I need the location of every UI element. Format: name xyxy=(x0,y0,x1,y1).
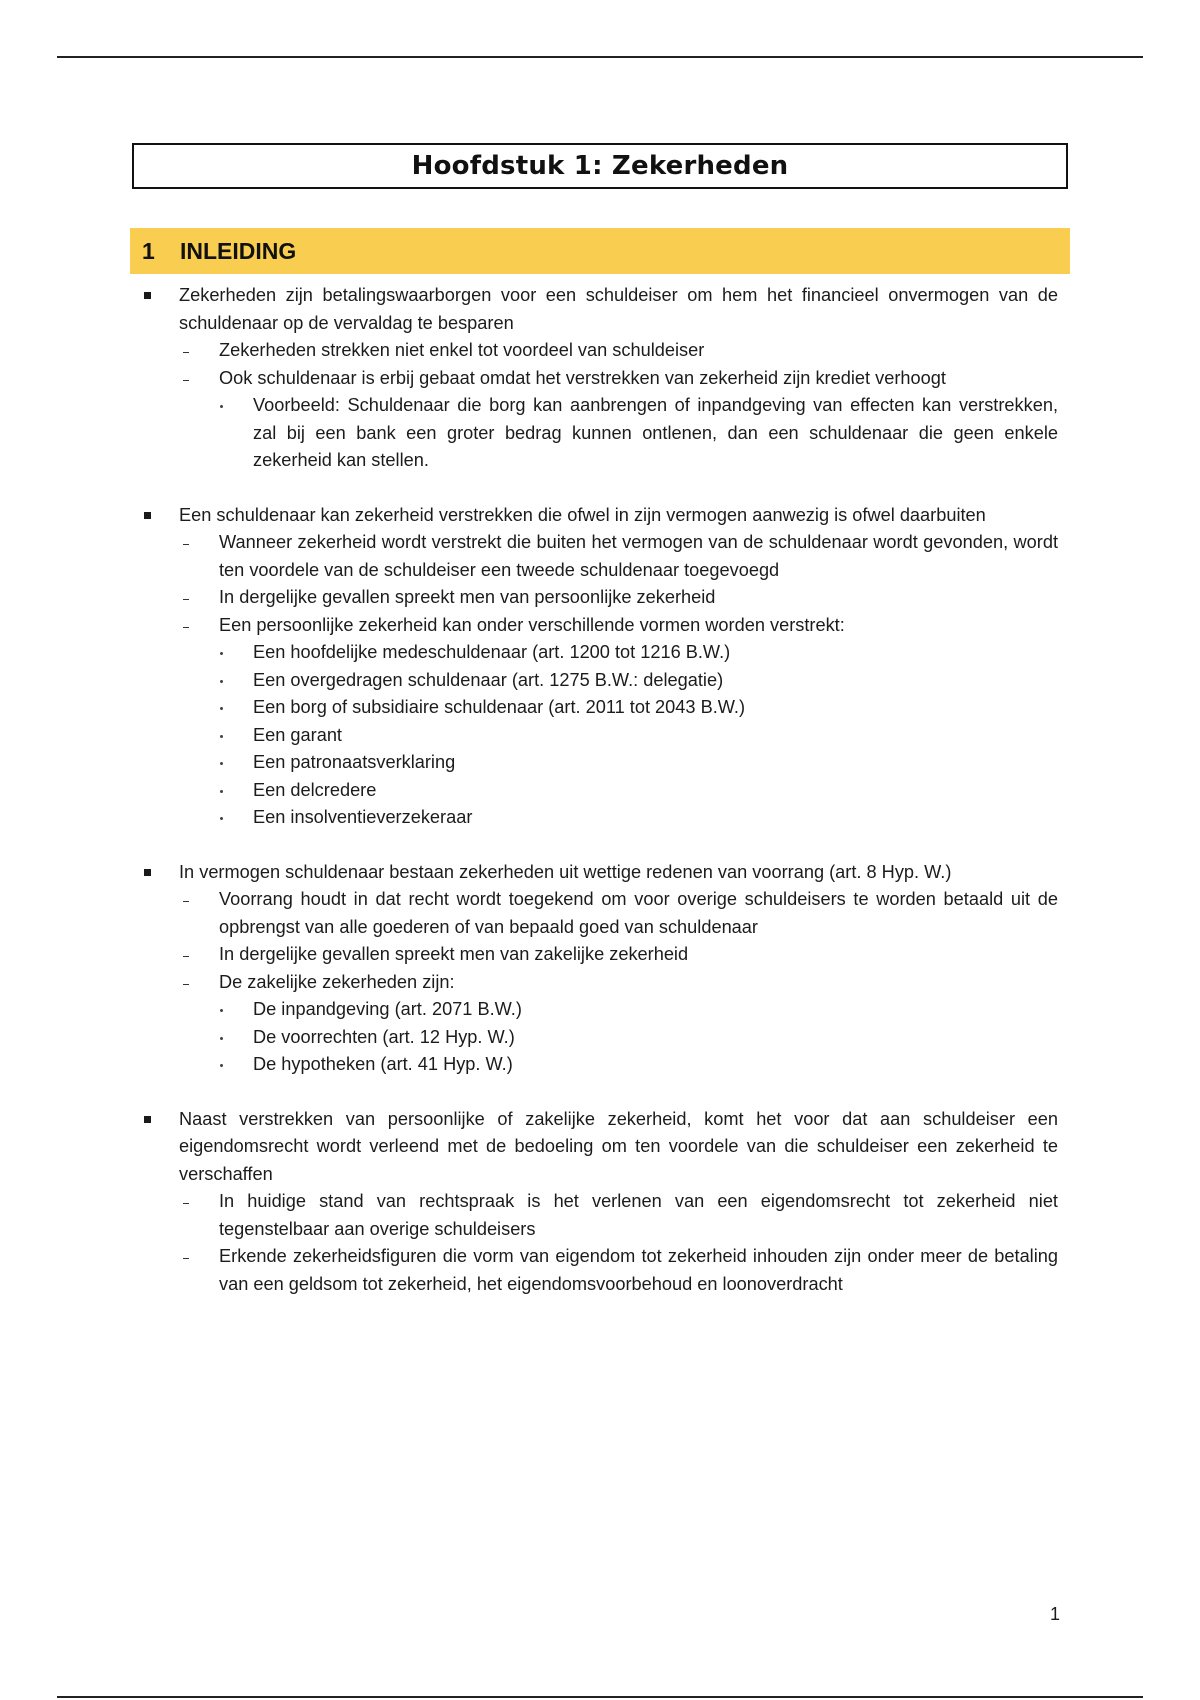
top-rule xyxy=(57,56,1143,58)
dot-bullet-icon xyxy=(220,1037,223,1040)
sub-item xyxy=(143,529,1058,584)
sub-sub-item-text: De hypotheken (art. 41 Hyp. W.) xyxy=(253,1054,513,1074)
dash-bullet-icon xyxy=(183,599,189,600)
bullet-block xyxy=(143,502,1058,832)
sub-item xyxy=(143,584,1058,612)
sub-item-text: Wanneer zekerheid wordt verstrekt die buiten het vermogen van de schuldenaar wordt gevonden, wordt ten voordele van de schuldeiser een tweede schuldenaar toegevoegd xyxy=(219,532,1058,580)
sub-sub-item-text: Een hoofdelijke medeschuldenaar (art. 1200 tot 1216 B.W.) xyxy=(253,642,731,662)
dash-bullet-icon xyxy=(183,627,189,628)
bullet-text: In vermogen schuldenaar bestaan zekerheden uit wettige redenen van voorrang (art. 8 Hyp. W.) xyxy=(179,861,952,882)
document-body xyxy=(143,282,1058,1325)
section-heading xyxy=(130,228,1070,274)
dash-bullet-icon xyxy=(183,1203,189,1204)
dash-bullet-icon xyxy=(183,1258,189,1259)
dot-bullet-icon xyxy=(220,652,223,655)
dash-bullet-icon xyxy=(183,984,189,985)
dot-bullet-icon xyxy=(220,680,223,683)
dot-bullet-icon xyxy=(220,405,223,408)
sub-item-text: In dergelijke gevallen spreekt men van zakelijke zekerheid xyxy=(219,944,689,964)
sub-item xyxy=(143,1243,1058,1298)
square-bullet-icon xyxy=(144,512,151,519)
dot-bullet-icon xyxy=(220,707,223,710)
sub-sub-item xyxy=(143,1051,1058,1079)
sub-item-text: Erkende zekerheidsfiguren die vorm van eigendom tot zekerheid inhouden zijn onder meer de betaling van een geldsom tot zekerheid, het eigendomsvoorbehoud en loonoverdracht xyxy=(219,1246,1058,1294)
bullet-block xyxy=(143,282,1058,475)
sub-sub-item-text: Een patronaatsverklaring xyxy=(253,752,456,772)
sub-item-text: Zekerheden strekken niet enkel tot voordeel van schuldeiser xyxy=(219,340,705,360)
bullet-text: Naast verstrekken van persoonlijke of zakelijke zekerheid, komt het voor dat aan schuldeiser een eigendomsrecht wordt verleend met de bedoeling om ten voordele van die schuldeiser een zekerheid te verschaffen xyxy=(179,1108,1058,1184)
sub-sub-item xyxy=(143,392,1058,475)
sub-item-text: Ook schuldenaar is erbij gebaat omdat het verstrekken van zekerheid zijn krediet verhoogt xyxy=(219,367,946,388)
sub-sub-item-text: Een borg of subsidiaire schuldenaar (art. 2011 tot 2043 B.W.) xyxy=(253,697,746,717)
dot-bullet-icon xyxy=(220,735,223,738)
sub-sub-item xyxy=(143,996,1058,1024)
sub-item xyxy=(143,337,1058,365)
sub-sub-item xyxy=(143,694,1058,722)
sub-sub-item xyxy=(143,749,1058,777)
sub-item xyxy=(143,612,1058,640)
sub-item xyxy=(143,969,1058,997)
sub-item xyxy=(143,941,1058,969)
sub-sub-item-text: Een delcredere xyxy=(253,779,377,800)
dash-bullet-icon xyxy=(183,544,189,545)
dash-bullet-icon xyxy=(183,352,189,353)
page-number: 1 xyxy=(1049,1604,1060,1624)
sub-sub-item-text: Een overgedragen schuldenaar (art. 1275 B.W.: delegatie) xyxy=(253,669,724,690)
chapter-title: Hoofdstuk 1: Zekerheden xyxy=(132,143,1068,189)
sub-sub-item xyxy=(143,722,1058,750)
sub-sub-item-text: Een garant xyxy=(253,724,342,745)
dot-bullet-icon xyxy=(220,817,223,820)
sub-item xyxy=(143,886,1058,941)
sub-sub-item xyxy=(143,639,1058,667)
sub-sub-item xyxy=(143,1024,1058,1052)
sub-sub-item xyxy=(143,667,1058,695)
sub-item xyxy=(143,1188,1058,1243)
dash-bullet-icon xyxy=(183,956,189,957)
square-bullet-icon xyxy=(144,869,151,876)
dot-bullet-icon xyxy=(220,790,223,793)
sub-item xyxy=(143,365,1058,393)
sub-sub-item xyxy=(143,804,1058,832)
sub-sub-item xyxy=(143,777,1058,805)
bullet-block xyxy=(143,1106,1058,1299)
dot-bullet-icon xyxy=(220,1009,223,1012)
sub-item-text: In huidige stand van rechtspraak is het verlenen van een eigendomsrecht tot zekerheid niet tegenstelbaar aan overige schuldeisers xyxy=(219,1191,1058,1239)
bullet-text: Een schuldenaar kan zekerheid verstrekken die ofwel in zijn vermogen aanwezig is ofwel daarbuiten xyxy=(179,504,986,525)
bullet-item xyxy=(143,282,1058,337)
sub-item-text: Voorrang houdt in dat recht wordt toegekend om voor overige schuldeisers te worden betaald uit de opbrengst van alle goederen of van bepaald goed van schuldenaar xyxy=(219,889,1058,937)
bullet-block xyxy=(143,859,1058,1079)
bullet-item xyxy=(143,502,1058,530)
bottom-rule xyxy=(57,1696,1143,1698)
dash-bullet-icon xyxy=(183,380,189,381)
sub-sub-item-text: De inpandgeving (art. 2071 B.W.) xyxy=(253,999,522,1019)
sub-sub-item-text: De voorrechten (art. 12 Hyp. W.) xyxy=(253,1026,515,1047)
dot-bullet-icon xyxy=(220,1064,223,1067)
square-bullet-icon xyxy=(144,1116,151,1123)
sub-sub-item-text: Een insolventieverzekeraar xyxy=(253,807,473,827)
dot-bullet-icon xyxy=(220,762,223,765)
sub-item-text: De zakelijke zekerheden zijn: xyxy=(219,971,455,992)
square-bullet-icon xyxy=(144,292,151,299)
dash-bullet-icon xyxy=(183,901,189,902)
section-number: 1 xyxy=(142,237,155,264)
section-title: INLEIDING xyxy=(180,237,297,264)
sub-item-text: In dergelijke gevallen spreekt men van persoonlijke zekerheid xyxy=(219,587,716,607)
bullet-item xyxy=(143,1106,1058,1189)
bullet-item xyxy=(143,859,1058,887)
sub-item-text: Een persoonlijke zekerheid kan onder verschillende vormen worden verstrekt: xyxy=(219,614,845,635)
bullet-text: Zekerheden zijn betalingswaarborgen voor een schuldeiser om hem het financieel onvermogen van de schuldenaar op de vervaldag te besparen xyxy=(179,285,1058,333)
sub-sub-item-text: Voorbeeld: Schuldenaar die borg kan aanbrengen of inpandgeving van effecten kan verstrekken, zal bij een bank een groter bedrag kunnen ontlenen, dan een schuldenaar die geen enkele zekerheid kan stellen. xyxy=(253,395,1058,470)
